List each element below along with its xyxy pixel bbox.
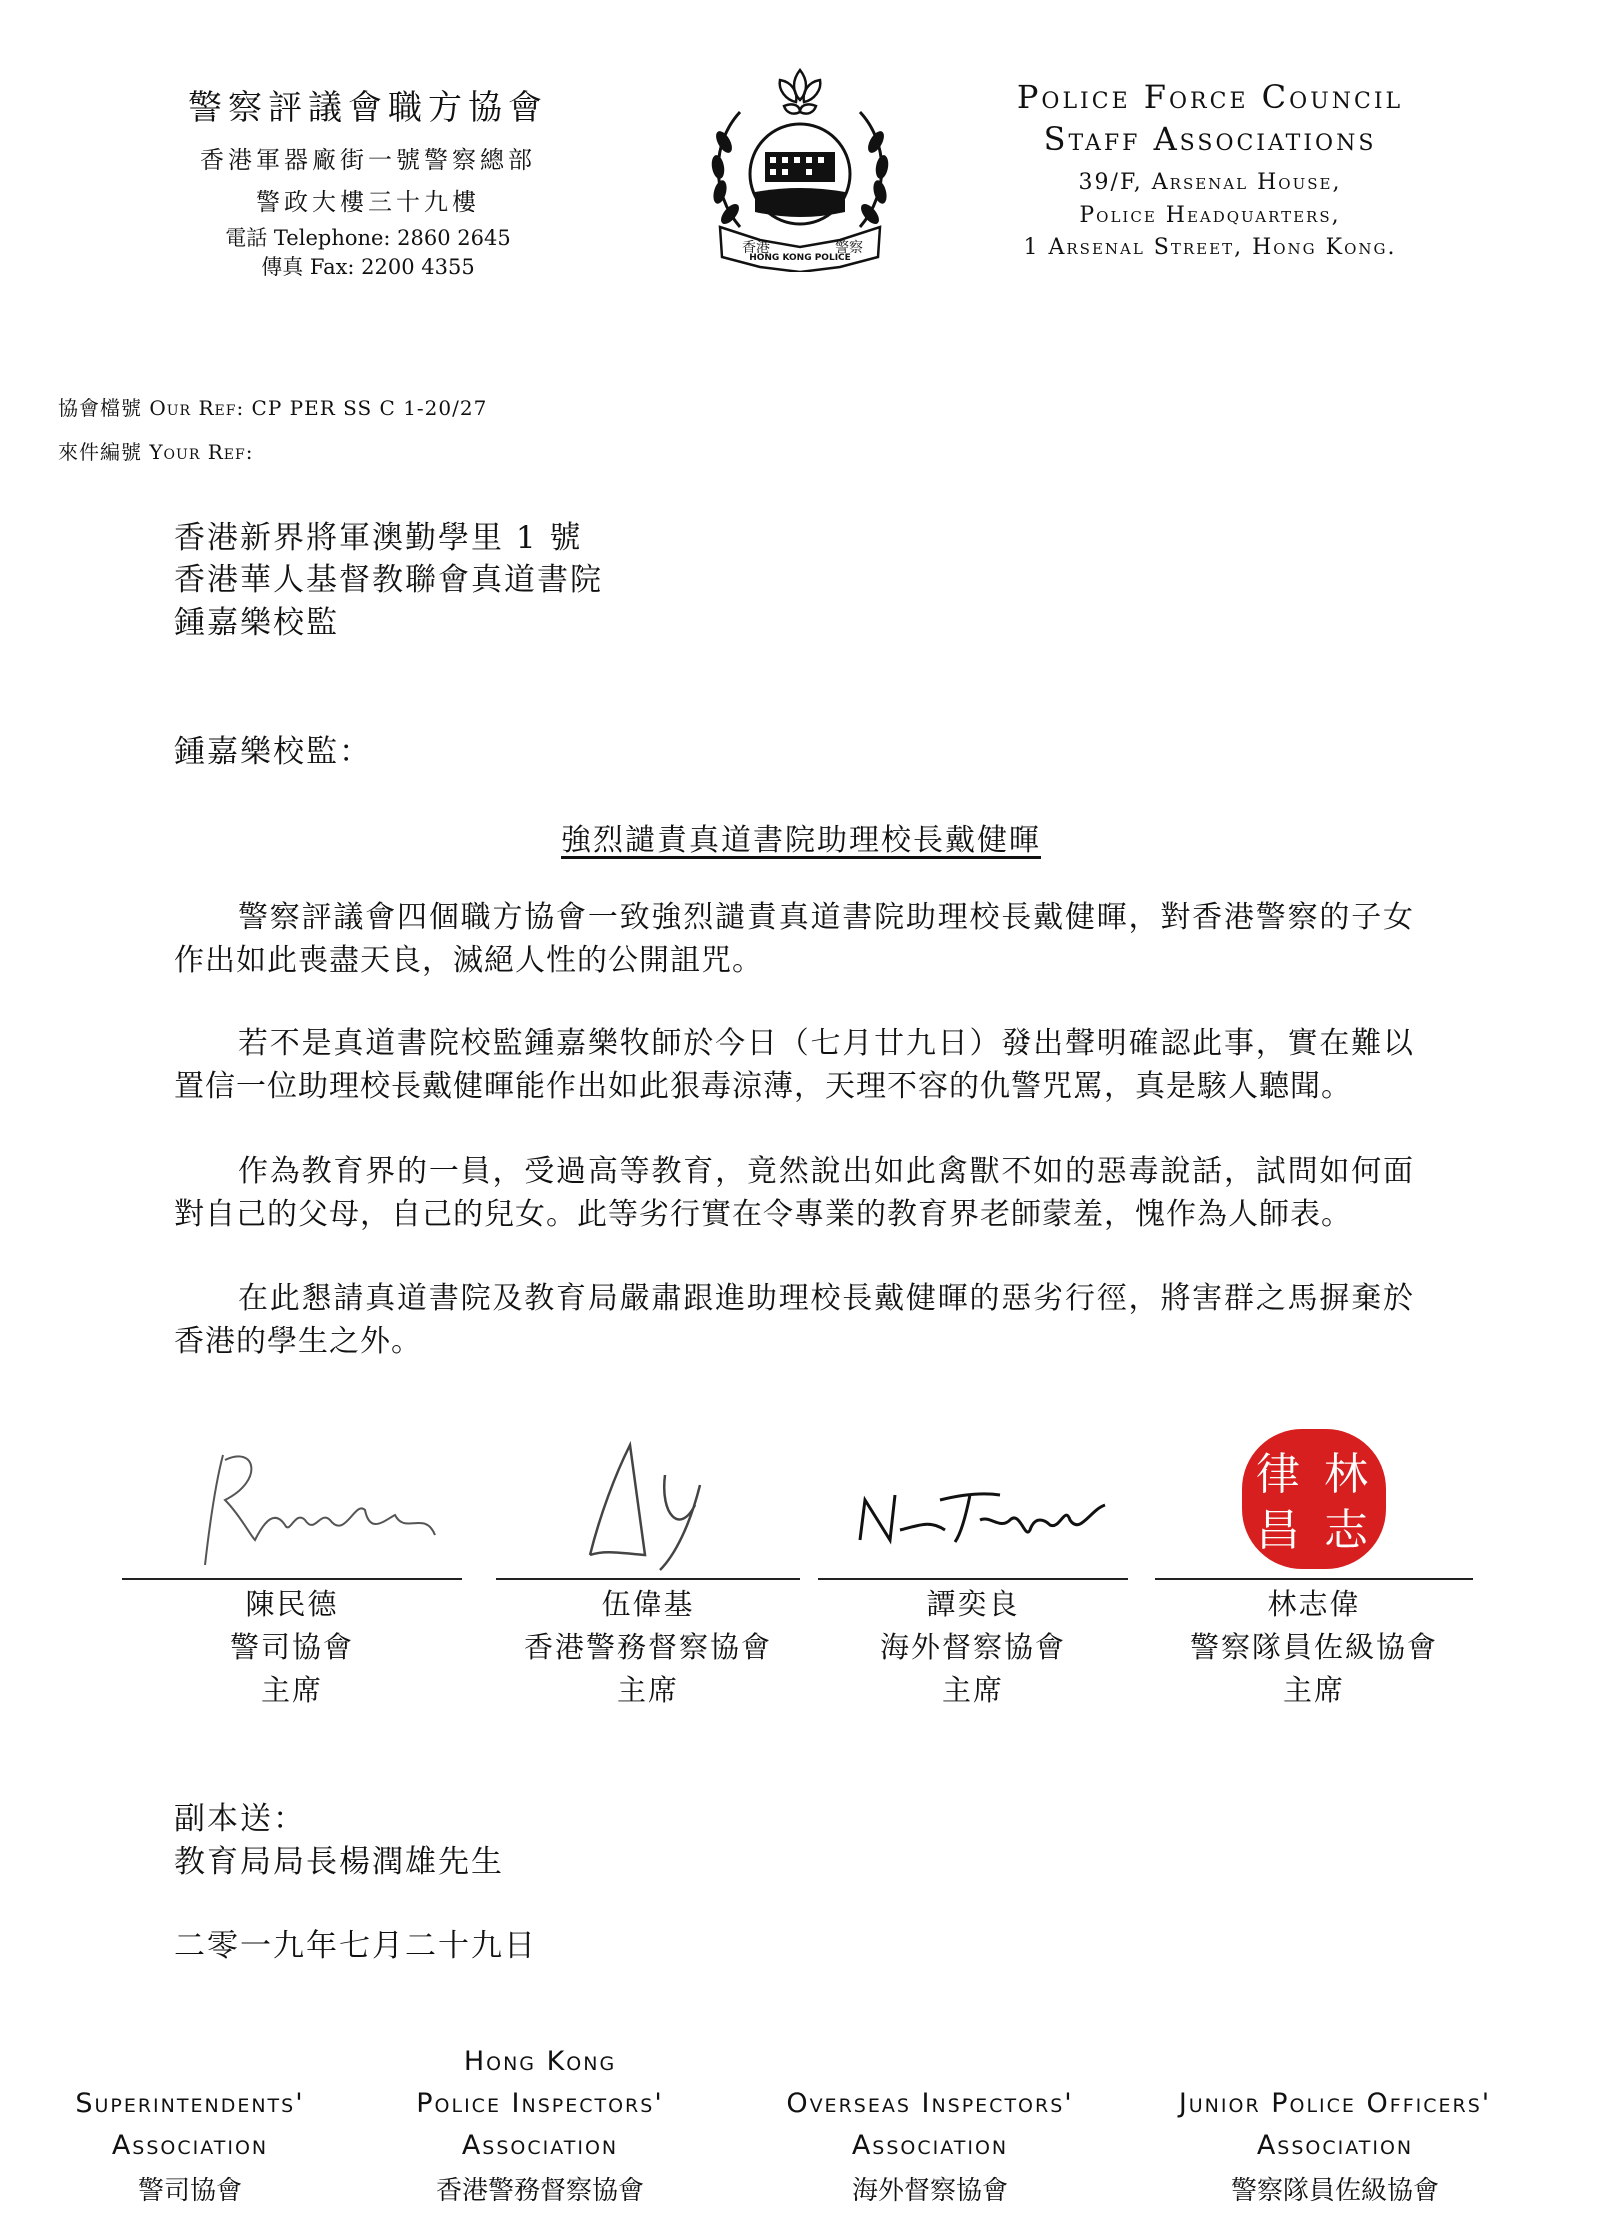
signatory-4 — [1144, 1583, 1484, 1712]
our-ref: 協會檔號 Our Ref: CP PER SS C 1-20/27 — [58, 396, 488, 420]
signatory-org: 警察隊員佐級協會 — [1189, 1630, 1438, 1664]
crest-text-mid: HONG KONG POLICE — [749, 253, 851, 263]
recipient-line-2: 香港華人基督教聯會真道書院 — [174, 562, 603, 598]
crest-text-right: 警察 — [835, 240, 863, 256]
subject-title: 強烈譴責真道書院助理校長戴健暉 — [561, 823, 1041, 858]
letter-date: 二零一九年七月二十九日 — [174, 1928, 537, 1964]
signature-2 — [570, 1425, 730, 1575]
signature-line-2 — [496, 1578, 800, 1580]
letterhead-cn-address-1: 香港軍器廠街一號警察總部 — [200, 146, 536, 174]
signatory-org: 海外督察協會 — [879, 1630, 1066, 1664]
letterhead-en-name-1: Police Force Council — [1016, 78, 1404, 116]
crest-text-left: 香港 — [742, 240, 770, 256]
recipient-line-3: 鍾嘉樂校監 — [174, 605, 339, 641]
cc-recipient: 教育局局長楊潤雄先生 — [174, 1844, 504, 1880]
footer-2-en-line-0: Hong Kong — [463, 2046, 617, 2077]
letterhead-cn-address-2: 警政大樓三十九樓 — [256, 188, 480, 216]
svg-text:志: 志 — [1324, 1505, 1368, 1556]
footer-1-en-line-1: Superintendents' — [75, 2088, 305, 2119]
seal-stamp — [1238, 1425, 1390, 1573]
signatory-name: 陳民德 — [245, 1587, 339, 1621]
signature-line-4 — [1155, 1578, 1473, 1580]
footer-4-en-line-2: Association — [1256, 2130, 1414, 2161]
letterhead-fax: 傳真 Fax: 2200 4355 — [261, 255, 475, 279]
letterhead-cn-name: 警察評議會職方協會 — [188, 88, 548, 128]
footer-2-en-line-1: Police Inspectors' — [416, 2088, 664, 2119]
signatory-title: 主席 — [616, 1673, 679, 1707]
signatory-1 — [122, 1583, 462, 1712]
body-paragraph-1: 警察評議會四個職方協會一致強烈譴責真道書院助理校長戴健暉，對香港警察的子女作出如此喪盡天良，滅絕人性的公開詛咒。 — [174, 900, 1414, 978]
cc-label: 副本送： — [174, 1801, 306, 1837]
signatory-title: 主席 — [260, 1673, 323, 1707]
police-crest-logo — [700, 62, 900, 272]
signatory-title: 主席 — [1282, 1673, 1345, 1707]
signature-line-3 — [818, 1578, 1128, 1580]
letterhead-en-address-1: 39/F, Arsenal House, — [1078, 170, 1342, 195]
signatory-org: 香港警務督察協會 — [523, 1630, 772, 1664]
signature-3 — [850, 1470, 1120, 1560]
footer-2-cn: 香港警務督察協會 — [435, 2176, 644, 2206]
footer-4-en-line-1: Junior Police Officers' — [1178, 2088, 1492, 2119]
signatory-2 — [478, 1583, 818, 1712]
letterhead-en-address-2: Police Headquarters, — [1079, 203, 1341, 228]
body-paragraph-3: 作為教育界的一員，受過高等教育，竟然說出如此禽獸不如的惡毒說話，試問如何面對自己的父母，自己的兒女。此等劣行實在令專業的教育界老師蒙羞，愧作為人師表。 — [174, 1154, 1414, 1232]
signatory-title: 主席 — [941, 1673, 1004, 1707]
letterhead-en-name-2: Staff Associations — [1043, 120, 1377, 158]
letterhead-en-address-3: 1 Arsenal Street, Hong Kong. — [1023, 235, 1397, 260]
body-paragraph-4: 在此懇請真道書院及教育局嚴肅跟進助理校長戴健暉的惡劣行徑，將害群之馬摒棄於香港的學生之外。 — [174, 1281, 1414, 1359]
footer-1-cn: 警司協會 — [137, 2176, 242, 2206]
salutation: 鍾嘉樂校監： — [174, 734, 372, 770]
signatory-org: 警司協會 — [229, 1630, 354, 1664]
signatory-name: 林志偉 — [1267, 1587, 1361, 1621]
your-ref: 來件編號 Your Ref: — [58, 440, 254, 464]
footer-3-cn: 海外督察協會 — [851, 2176, 1008, 2206]
signature-1 — [195, 1440, 455, 1575]
svg-text:律: 律 — [1256, 1449, 1300, 1500]
signatory-name: 伍偉基 — [601, 1587, 695, 1621]
body-paragraph-2: 若不是真道書院校監鍾嘉樂牧師於今日（七月廿九日）發出聲明確認此事，實在難以置信一位助理校長戴健暉能作出如此狠毒涼薄，天理不容的仇警咒罵，真是駭人聽聞。 — [174, 1026, 1414, 1104]
footer-3-en-line-1: Overseas Inspectors' — [786, 2088, 1074, 2119]
footer-2-en-line-2: Association — [461, 2130, 619, 2161]
signature-line-1 — [122, 1578, 462, 1580]
letterhead-telephone: 電話 Telephone: 2860 2645 — [225, 226, 511, 250]
footer-4-cn: 警察隊員佐級協會 — [1230, 2176, 1439, 2206]
footer-3-en-line-2: Association — [851, 2130, 1009, 2161]
footer-1-en-line-2: Association — [111, 2130, 269, 2161]
signatory-name: 譚奕良 — [926, 1587, 1020, 1621]
svg-text:林: 林 — [1324, 1449, 1368, 1500]
recipient-line-1: 香港新界將軍澳勤學里 1 號 — [174, 520, 583, 556]
svg-text:昌: 昌 — [1256, 1505, 1300, 1556]
signatory-3 — [803, 1583, 1143, 1712]
